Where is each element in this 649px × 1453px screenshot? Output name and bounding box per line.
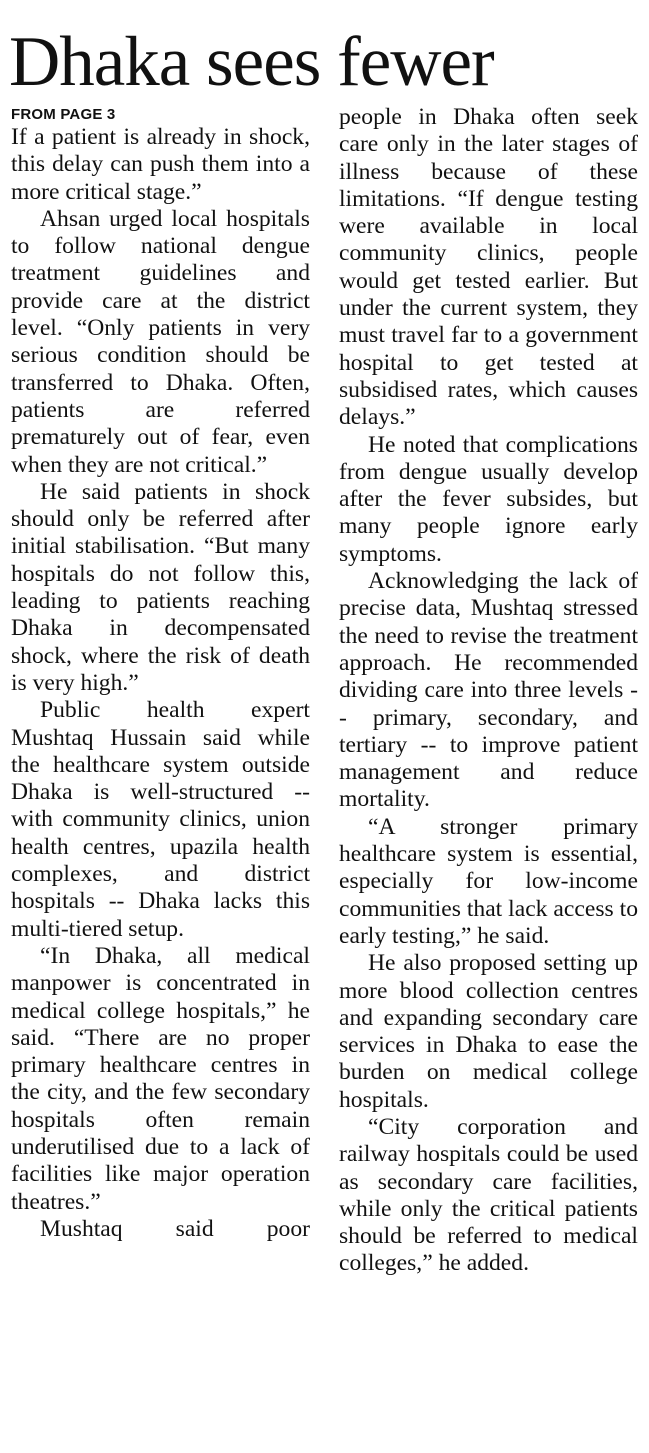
paragraph: Ahsan urged local hospitals to follow national dengue treatment guidelines and provide care at the district level. “Only patients in very serious condition should be transferred to Dhaka. Often, patients are referred prematurely out of fear, even when they are not critical.” bbox=[11, 205, 310, 478]
paragraph: He noted that complications from dengue usually develop after the fever subsides, but many people ignore early symptoms. bbox=[339, 431, 638, 567]
paragraph: people in Dhaka often seek care only in the later stages of illness because of these limitations. “If dengue testing were available in local community clinics, people would get tested earlier. But under the current system, they must travel far to a government hospital to get tested at subsidised rates, which causes delays.” bbox=[339, 104, 638, 431]
paragraph: If a patient is already in shock, this delay can push them into a more critical stage.” bbox=[11, 124, 310, 205]
headline: Dhaka sees fewer bbox=[9, 23, 494, 101]
paragraph: Mushtaq said poor bbox=[40, 1215, 310, 1242]
paragraph: Acknowledging the lack of precise data, Mushtaq stressed the need to revise the treatment approach. He recommended dividing care into three levels -- primary, secondary, and tertiary -- to improve patient management and reduce mortality. bbox=[339, 568, 638, 813]
paragraph: “In Dhaka, all medical manpower is concentrated in medical college hospitals,” he said. “There are no proper primary healthcare centres in the city, and the few secondary hospitals often remain underutilised due to a lack of facilities like major operation theatres.” bbox=[11, 942, 310, 1215]
paragraph: “City corporation and railway hospitals could be used as secondary care facilities, while only the critical patients should be referred to medical colleges,” he added. bbox=[339, 1113, 638, 1277]
paragraph: “A stronger primary healthcare system is essential, especially for low-income communities that lack access to early testing,” he said. bbox=[339, 813, 638, 949]
paragraph: He also proposed setting up more blood collection centres and expanding secondary care services in Dhaka to ease the burden on medical college hospitals. bbox=[339, 950, 638, 1113]
right-column bbox=[339, 104, 638, 1278]
paragraph: Public health expert Mushtaq Hussain said while the healthcare system outside Dhaka is well-structured -- with community clinics, union health centres, upazila health complexes, and district hospitals -- Dhaka lacks this multi-tiered setup. bbox=[11, 697, 310, 942]
jump-line: FROM PAGE 3 bbox=[11, 106, 116, 123]
paragraph: He said patients in shock should only be referred after initial stabilisation. “But many hospitals do not follow this, leading to patients reaching Dhaka in decompensated shock, where the risk of death is very high.” bbox=[11, 478, 310, 696]
left-column bbox=[11, 106, 310, 1243]
